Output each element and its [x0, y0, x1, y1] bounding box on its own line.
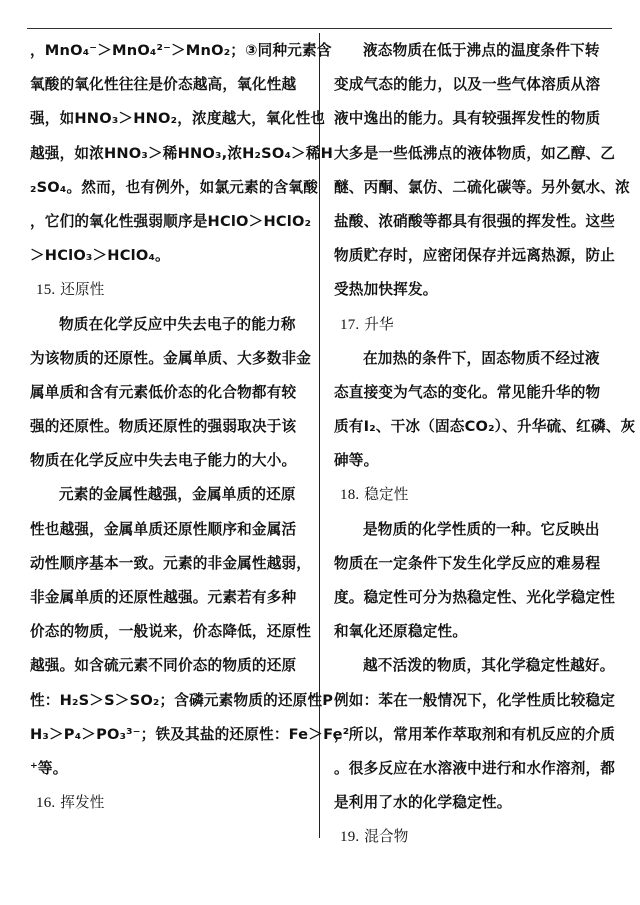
section-title: 混合物	[364, 828, 409, 846]
text-line: 受热加快挥发。	[334, 281, 438, 299]
section-number: 18.	[340, 487, 360, 504]
paragraph	[30, 308, 310, 479]
text-line: 例如：苯在一般情况下，化学性质比较稳定	[334, 691, 616, 709]
text-line: 元素的金属性越强，金属单质的还原	[59, 486, 296, 504]
section-heading-17	[334, 308, 618, 342]
section-number: 15.	[36, 282, 56, 299]
text-line: 越强，如浓HNO₃＞稀HNO₃,浓H₂SO₄＞稀H	[30, 144, 334, 162]
section-number: 17.	[340, 316, 360, 333]
text-line: 和氧化还原稳定性。	[334, 623, 468, 641]
text-line: 动性顺序基本一致。元素的非金属性越弱，	[30, 554, 312, 572]
section-heading-15	[30, 273, 310, 307]
header-rule	[27, 28, 612, 29]
section-heading-19	[334, 820, 618, 854]
text-line: ₂SO₄。然而，也有例外，如氯元素的含氧酸	[30, 178, 318, 196]
text-line: 物质在化学反应中失去电子能力的大小。	[30, 452, 297, 470]
text-line: 。很多反应在水溶液中进行和水作溶剂，都	[334, 759, 616, 777]
text-line: 非金属单质的还原性越强。元素若有多种	[30, 589, 297, 606]
section-heading-16	[30, 786, 310, 820]
text-line: 是物质的化学性质的一种。它反映出	[363, 520, 600, 538]
text-line: 在加热的条件下，固态物质不经过液	[363, 349, 600, 367]
section-title: 挥发性	[60, 794, 105, 812]
text-line: 性：H₂S＞S＞SO₂；含磷元素物质的还原性P	[30, 691, 334, 709]
text-line: 越强。如含硫元素不同价态的物质的还原	[30, 657, 297, 675]
text-line: ，所以，常用苯作萃取剂和有机反应的介质	[334, 725, 616, 743]
text-line: ＞HClO₃＞HClO₄。	[30, 247, 170, 265]
text-line: 性也越强，金属单质还原性顺序和金属活	[30, 520, 297, 538]
text-line: 物质在化学反应中失去电子的能力称	[59, 315, 296, 333]
text-line: ，MnO₄⁻＞MnO₄²⁻＞MnO₂；③同种元素含	[30, 42, 332, 59]
paragraph	[334, 34, 630, 308]
text-line: 氧酸的氧化性往往是价态越高，氧化性越	[30, 76, 297, 94]
text-line: 质有I₂、干冰（固态CO₂）、升华硫、红磷、灰	[334, 418, 636, 436]
text-line: 盐酸、浓硝酸等都具有很强的挥发性。这些	[334, 212, 616, 230]
text-line: 越不活泼的物质，其化学稳定性越好。	[363, 657, 615, 675]
text-line: 液中逸出的能力。具有较强挥发性的物质	[334, 110, 601, 128]
text-line: 价态的物质，一般说来，价态降低，还原性	[30, 623, 312, 641]
text-line: 液态物质在低于沸点的温度条件下转	[363, 42, 600, 59]
right-column	[334, 34, 636, 855]
section-title: 还原性	[60, 281, 105, 299]
text-line: 砷等。	[334, 452, 379, 470]
section-number: 19.	[340, 829, 360, 846]
section-title: 稳定性	[364, 486, 409, 504]
text-line: 物质在一定条件下发生化学反应的难易程	[334, 554, 601, 572]
text-line: 强的还原性。物质还原性的强弱取决于该	[30, 418, 297, 436]
text-line: 变成气态的能力，以及一些气体溶质从溶	[334, 76, 601, 94]
text-line: ，它们的氧化性强弱顺序是HClO＞HClO₂	[30, 212, 312, 230]
text-line: 物质贮存时，应密闭保存并远离热源，防止	[334, 247, 616, 265]
text-line: 大多是一些低沸点的液体物质，如乙醇、乙	[334, 144, 616, 162]
text-line: 是利用了水的化学稳定性。	[334, 794, 512, 812]
section-heading-18	[334, 478, 618, 512]
text-line: 度。稳定性可分为热稳定性、光化学稳定性	[334, 589, 616, 606]
section-title: 升华	[364, 315, 394, 333]
section-number: 16.	[36, 795, 56, 812]
text-line: 属单质和含有元素低价态的化合物都有较	[30, 383, 297, 401]
text-line: 醚、丙酮、氯仿、二硫化碳等。另外氨水、浓	[334, 178, 630, 196]
text-line: 强，如HNO₃＞HNO₂，浓度越大，氧化性也	[30, 110, 326, 128]
paragraph	[334, 342, 636, 479]
paragraph	[334, 513, 618, 650]
text-line: H₃＞P₄＞PO₃³⁻；铁及其盐的还原性：Fe＞Fe²	[30, 725, 350, 743]
text-line: ⁺等。	[30, 759, 68, 777]
paragraph	[334, 649, 618, 820]
text-line: 态直接变为气态的变化。常见能升华的物	[334, 383, 601, 401]
text-line: 为该物质的还原性。金属单质、大多数非金	[30, 349, 312, 367]
